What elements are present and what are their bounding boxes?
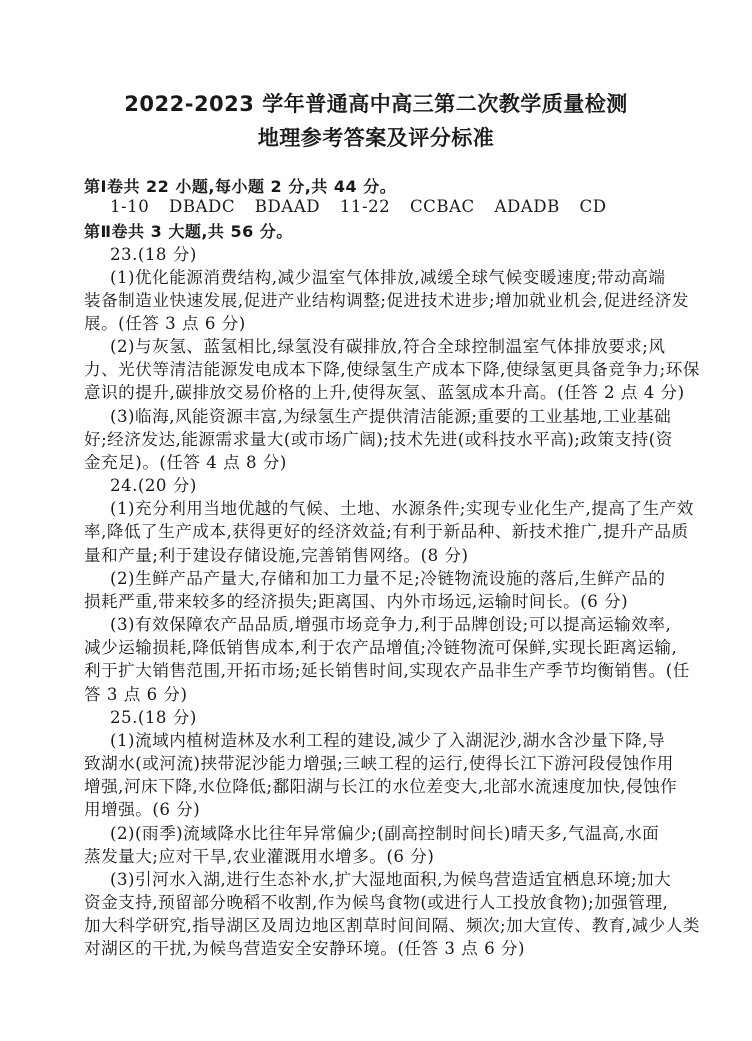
answer-line: 用增强。(6 分) (84, 800, 201, 819)
answer-line: 量和产量;利于建设存储设施,完善销售网络。(8 分) (84, 546, 469, 565)
answer-line: (1)流域内植树造林及水利工程的建设,减少了入湖泥沙,湖水含沙量下降,导 (110, 731, 666, 750)
answer-line: 25.(18 分) (110, 708, 197, 727)
part2-header: 第Ⅱ卷共 3 大题,共 56 分。 (84, 222, 293, 241)
answer-line: 资金支持,预留部分晚稻不收割,作为候鸟食物(或进行人工投放食物);加强管理, (84, 893, 669, 912)
answer-line: 减少运输损耗,降低销售成本,利于农产品增值;冷链物流可保鲜,实现长距离运输, (84, 638, 678, 657)
answer-line: (3)有效保障农产品品质,增强市场竞争力,利于品牌创设;可以提高运输效率, (110, 615, 672, 634)
page-subtitle: 地理参考答案及评分标准 (257, 126, 495, 150)
answer-line: 致湖水(或河流)挟带泥沙能力增强;三峡工程的运行,使得长江下游河段侵蚀作用 (84, 754, 674, 773)
answer-line: (1)充分利用当地优越的气候、土地、水源条件;实现专业化生产,提高了生产效 (110, 499, 694, 518)
answer-line: 金充足)。(任答 4 点 8 分) (84, 453, 287, 472)
answer-line: (2)生鲜产品产量大,存储和加工力量不足;冷链物流设施的落后,生鲜产品的 (110, 569, 666, 588)
answer-line: 意识的提升,碳排放交易价格的上升,使得灰氢、蓝氢成本升高。(任答 2 点 4 分) (84, 383, 685, 402)
answer-line: (3)临海,风能资源丰富,为绿氢生产提供清洁能源;重要的工业基地,工业基础 (110, 407, 672, 426)
answer-line: 装备制造业快速发展,促进产业结构调整;促进技术进步;增加就业机会,促进经济发 (84, 291, 689, 310)
answer-line: 增强,河床下降,水位降低;鄱阳湖与长江的水位差变大,北部水流速度加快,侵蚀作 (84, 777, 678, 796)
answer-line: 蒸发量大;应对干旱,农业灌溉用水增多。(6 分) (84, 847, 435, 866)
answer-line: 加大科学研究,指导湖区及周边地区割草时间间隔、频次;加大宣传、教育,减少人类 (84, 916, 700, 935)
answer-line: 力、光伏等清洁能源发电成本下降,使绿氢生产成本下降,使绿氢更具备竞争力;环保 (84, 360, 700, 379)
answer-line: (2)(雨季)流域降水比往年异常偏少;(副高控制时间长)晴天多,气温高,水面 (110, 824, 660, 843)
answer-line: 对湖区的干扰,为候鸟营造安全安静环境。(任答 3 点 6 分) (84, 939, 525, 958)
answer-line: 损耗严重,带来较多的经济损失;距离国、内外市场远,运输时间长。(6 分) (84, 592, 629, 611)
answer-line: (2)与灰氢、蓝氢相比,绿氢没有碳排放,符合全球控制温室气体排放要求;风 (110, 337, 666, 356)
answer-line: 答 3 点 6 分) (84, 685, 188, 704)
answer-line: 24.(20 分) (110, 476, 197, 495)
answer-line: 利于扩大销售范围,开拓市场;延长销售时间,实现农产品非生产季节均衡销售。(任 (84, 661, 690, 680)
answer-line: 好;经济发达,能源需求量大(或市场广阔);技术先进(或科技水平高);政策支持(资 (84, 430, 673, 449)
answer-line: 率,降低了生产成本,获得更好的经济效益;有利于新品种、新技术推广,提升产品质 (84, 522, 689, 541)
answer-line: (1)优化能源消费结构,减少温室气体排放,减缓全球气候变暖速度;带动高端 (110, 268, 666, 287)
part1-header: 第Ⅰ卷共 22 小题,每小题 2 分,共 44 分。 (84, 177, 397, 196)
page-title: 2022-2023 学年普通高中高三第二次教学质量检测 (124, 92, 628, 116)
answer-line: 23.(18 分) (110, 245, 197, 264)
answer-line: (3)引河水入湖,进行生态补水,扩大湿地面积,为候鸟营造适宜栖息环境;加大 (110, 870, 672, 889)
answer-line: 展。(任答 3 点 6 分) (84, 314, 246, 333)
part1-answers: 1-10 DBADC BDAAD 11-22 CCBAC ADADB CD (110, 197, 607, 216)
